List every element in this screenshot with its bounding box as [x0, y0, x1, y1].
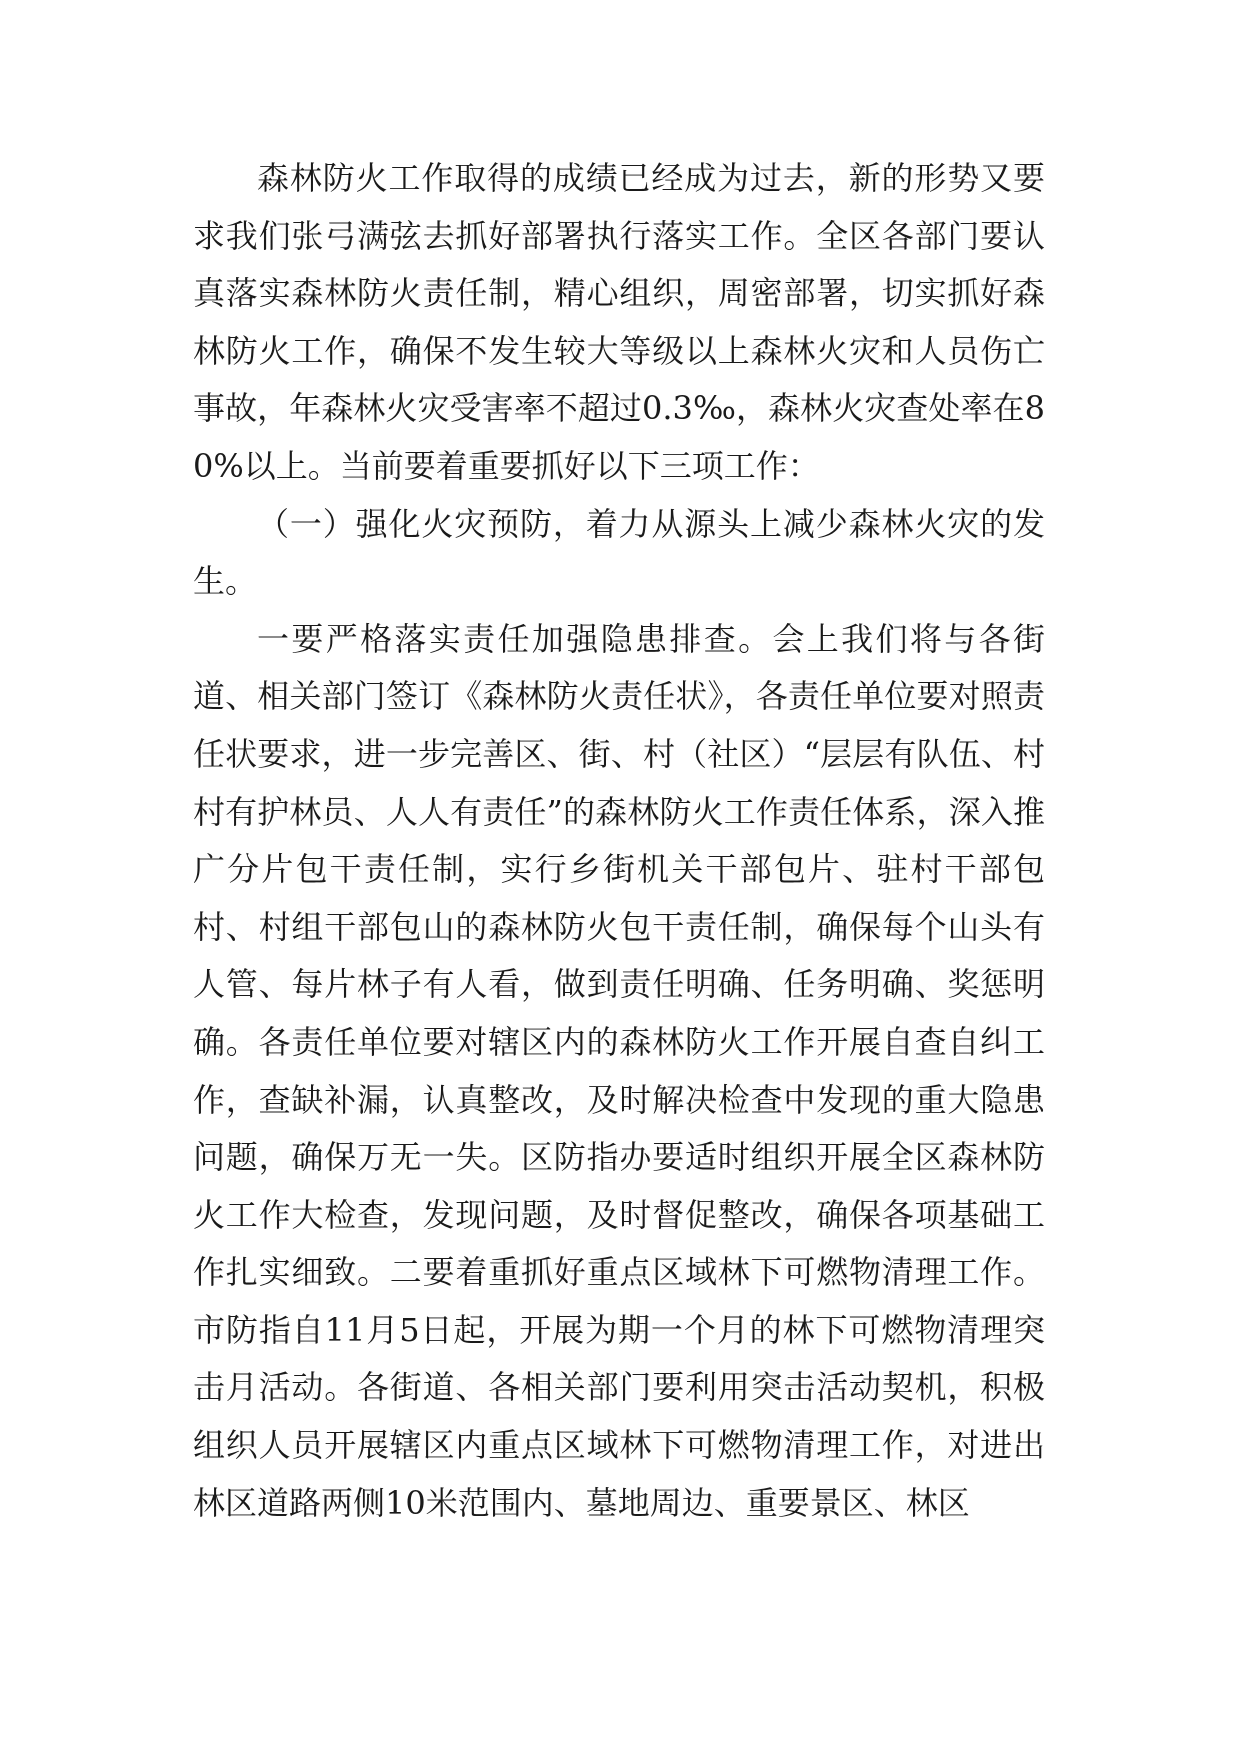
- paragraph-body: 一要严格落实责任加强隐患排查。会上我们将与各街道、相关部门签订《森林防火责任状》，各责任单位要对照责任状要求，进一步完善区、街、村（社区）“层层有队伍、村村有护林员、人人有责任”的森林防火工作责任体系，深入推广分片包干责任制，实行乡街机关干部包片、驻村干部包村、村组干部包山的森林防火包干责任制，确保每个山头有人管、每片林子有人看，做到责任明确、任务明确、奖惩明确。各责任单位要对辖区内的森林防火工作开展自查自纠工作，查缺补漏，认真整改，及时解决检查中发现的重大隐患问题，确保万无一失。区防指办要适时组织开展全区森林防火工作大检查，发现问题，及时督促整改，确保各项基础工作扎实细致。二要着重抓好重点区域林下可燃物清理工作。市防指自11月5日起，开展为期一个月的林下可燃物清理突击月活动。各街道、各相关部门要利用突击活动契机，积极组织人员开展辖区内重点区域林下可燃物清理工作，对进出林区道路两侧10米范围内、墓地周边、重要景区、林区: [193, 619, 1045, 1522]
- paragraph-intro: 森林防火工作取得的成绩已经成为过去，新的形势又要求我们张弓满弦去抓好部署执行落实工作。全区各部门要认真落实森林防火责任制，精心组织，周密部署，切实抓好森林防火工作，确保不发生较大等级以上森林火灾和人员伤亡事故，年森林火灾受害率不超过0.3‰，森林火灾查处率在80%以上。当前要着重要抓好以下三项工作：: [193, 159, 1045, 485]
- document-body: [193, 150, 1045, 1532]
- section-heading-1: （一）强化火灾预防，着力从源头上减少森林火灾的发生。: [193, 504, 1045, 601]
